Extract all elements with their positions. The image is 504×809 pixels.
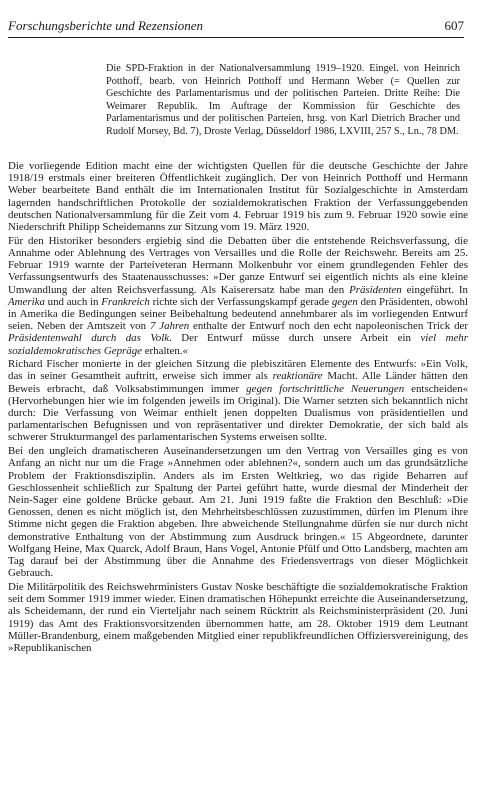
text-run: eingeführt. In [401,283,468,296]
paragraph-2 [8,235,468,357]
emphasis: gegen fortschrittliche Neuerungen [246,382,405,395]
section-title: Forschungsberichte und Rezensionen [8,18,203,33]
review-body [8,160,468,656]
paragraph-5: Die Militärpolitik des Reichswehrministers Gustav Noske beschäftigte die sozialdemokratische Fraktion seit dem Sommer 1919 immer wieder. Einen dramatischen Höhepunkt erreichte die Auseinandersetzung, als Scheidemann, der rund ein Vierteljahr nach seinem Rücktritt als Reichsministerpräsident (20. Juni 1919) das Amt des Fraktionsvorsitzenden übernommen hatte, am 28. Oktober 1919 dem Leutnant Müller-Brandenburg, einem maßgebenden Mitglied einer republikfreundlichen Offiziersvereinigung, des »Republikanischen [8,580,468,654]
running-head [8,18,464,34]
text-run: und auch in [44,295,102,308]
emphasis: reaktionäre [272,370,323,383]
text-run: den Präsidenten, obwohl in Amerika die Bedingungen seiner Beibehaltung bedeutend annehmbarer als im vorliegenden Entwurf seien. Neben der Amtszeit von [8,295,468,333]
text-run: Macht. Alle Länder hätten den Beweis erbracht, daß Volksabstimmungen immer [8,370,469,395]
text-run: Richard Fischer monierte in der gleichen Sitzung die plebiszitären Elemente des Entwurfs: »Ein Volk, das in seiner Gesamtheit auftritt, erweise sich immer als [8,358,468,383]
page-number: 607 [444,18,464,33]
emphasis: 7 Jahren [149,320,190,333]
emphasis: gegen [331,295,358,308]
text-run: erhalten.« [142,344,188,357]
emphasis: viel mehr sozialdemokratisches Gepräge [8,332,468,357]
text-run: . Der Entwurf müsse durch unsere Arbeit ein [169,332,421,345]
text-run: entscheiden« (Hervorhebungen hier wie im folgenden jeweils im Original). Die Warner setzten sich bekanntlich nicht durch: Die Verfassung von Weimar enthielt jenen doppelten Dualismus von präsidentiellen und parlamentarischen Befugnissen und von repräsentativer und direkter Demokratie, der sich bald als schwerer Strukturmangel des parlamentarischen Systems erweisen sollte. [8,382,469,444]
emphasis: Präsidentenwahl durch das Volk [8,332,170,345]
header-rule [8,37,464,38]
text-run: enthalte der Entwurf noch den echt napoleonischen Trick der [189,320,468,333]
text-run: Für den Historiker besonders ergiebig sind die Debatten über die entstehende Reichsverfassung, die Annahme oder Ablehnung des Vertrages von Versailles und die Rolle der Reichswehr. Bereits am 25. Februar 1919 warnte der Parteiveteran Hermann Molkenbuhr vor einem grundlegenden Fehler des Verfassungsentwurfs des Staatenausschusses: »Der ganze Entwurf sei eigentlich nichts als eine kleine Umwandlung der alten Reichsverfassung. Als Kaiserersatz habe man den [8,234,468,296]
paragraph-1: Die vorliegende Edition macht eine der wichtigsten Quellen für die deutsche Geschichte der Jahre 1918/19 erstmals einer breiteren Öffentlichkeit zugänglich. Der von Heinrich Potthoff und Hermann Weber bearbeitete Band enthält die im Internationalen Institut für Sozialgeschichte in Amsterdam lagernden handschriftlichen Protokolle der sozialdemokratischen Fraktion der Verfassunggebenden deutschen Nationalversammlung für die Zeit vom 4. Februar 1919 bis zum 9. Februar 1920 sowie eine Niederschrift Philipp Scheidemanns zur Sitzung vom 19. März 1920. [8,160,468,234]
book-citation: Die SPD-Fraktion in der Nationalversammlung 1919–1920. Eingel. von Heinrich Potthoff, bearb. von Heinrich Potthoff und Hermann Weber (= Quellen zur Geschichte des Parlamentarismus und der politischen Parteien. Dritte Reihe: Die Weimarer Republik. Im Auftrage der Kommission für Geschichte des Parlamentarismus und der politischen Parteien, hrsg. von Karl Dietrich Bracher und Rudolf Morsey, Bd. 7), Droste Verlag, Düsseldorf 1986, LXVIII, 257 S., Ln., 78 DM. [106,63,460,137]
paragraph-3 [8,358,468,443]
emphasis: Präsidenten [349,283,402,296]
text-run: richte sich der Verfassungskampf gerade [149,295,332,308]
emphasis: Frankreich [101,295,150,308]
emphasis: Amerika [8,295,45,308]
paragraph-4: Bei den ungleich dramatischeren Auseinandersetzungen um den Vertrag von Versailles ging es von Anfang an nicht nur um die Frage »Annehmen oder ablehnen?«, sondern auch um das grundsätzliche Problem der Fraktionsdisziplin. Anders als im Ersten Weltkrieg, wo das rigide Beharren auf Geschlossenheit schließlich zur Spaltung der Partei geführt hatte, wurde diesmal der Minderheit der Nein-Sager eine goldene Brücke gebaut. Am 21. Juni 1919 faßte die Fraktion den Beschluß: »Die Genossen, denen es nicht möglich ist, den Mehrheitsbeschlüssen zuzustimmen, dürfen im Plenum ihre Stimme nicht gegen die Fraktion abgeben. Ihre abweichende Stellungnahme dürfen sie nur durch nicht demonstrative Enthaltung von der Abstimmung zum Ausdruck bringen.« 15 Abgeordnete, darunter Wolfgang Heine, Max Quarck, Adolf Braun, Hans Vogel, Antonie Pfülf und Otto Landsberg, machten am Tag darauf bei der Abstimmung über die Annahme des Friedensvertrags von dieser Möglichkeit Gebrauch. [8,445,468,580]
